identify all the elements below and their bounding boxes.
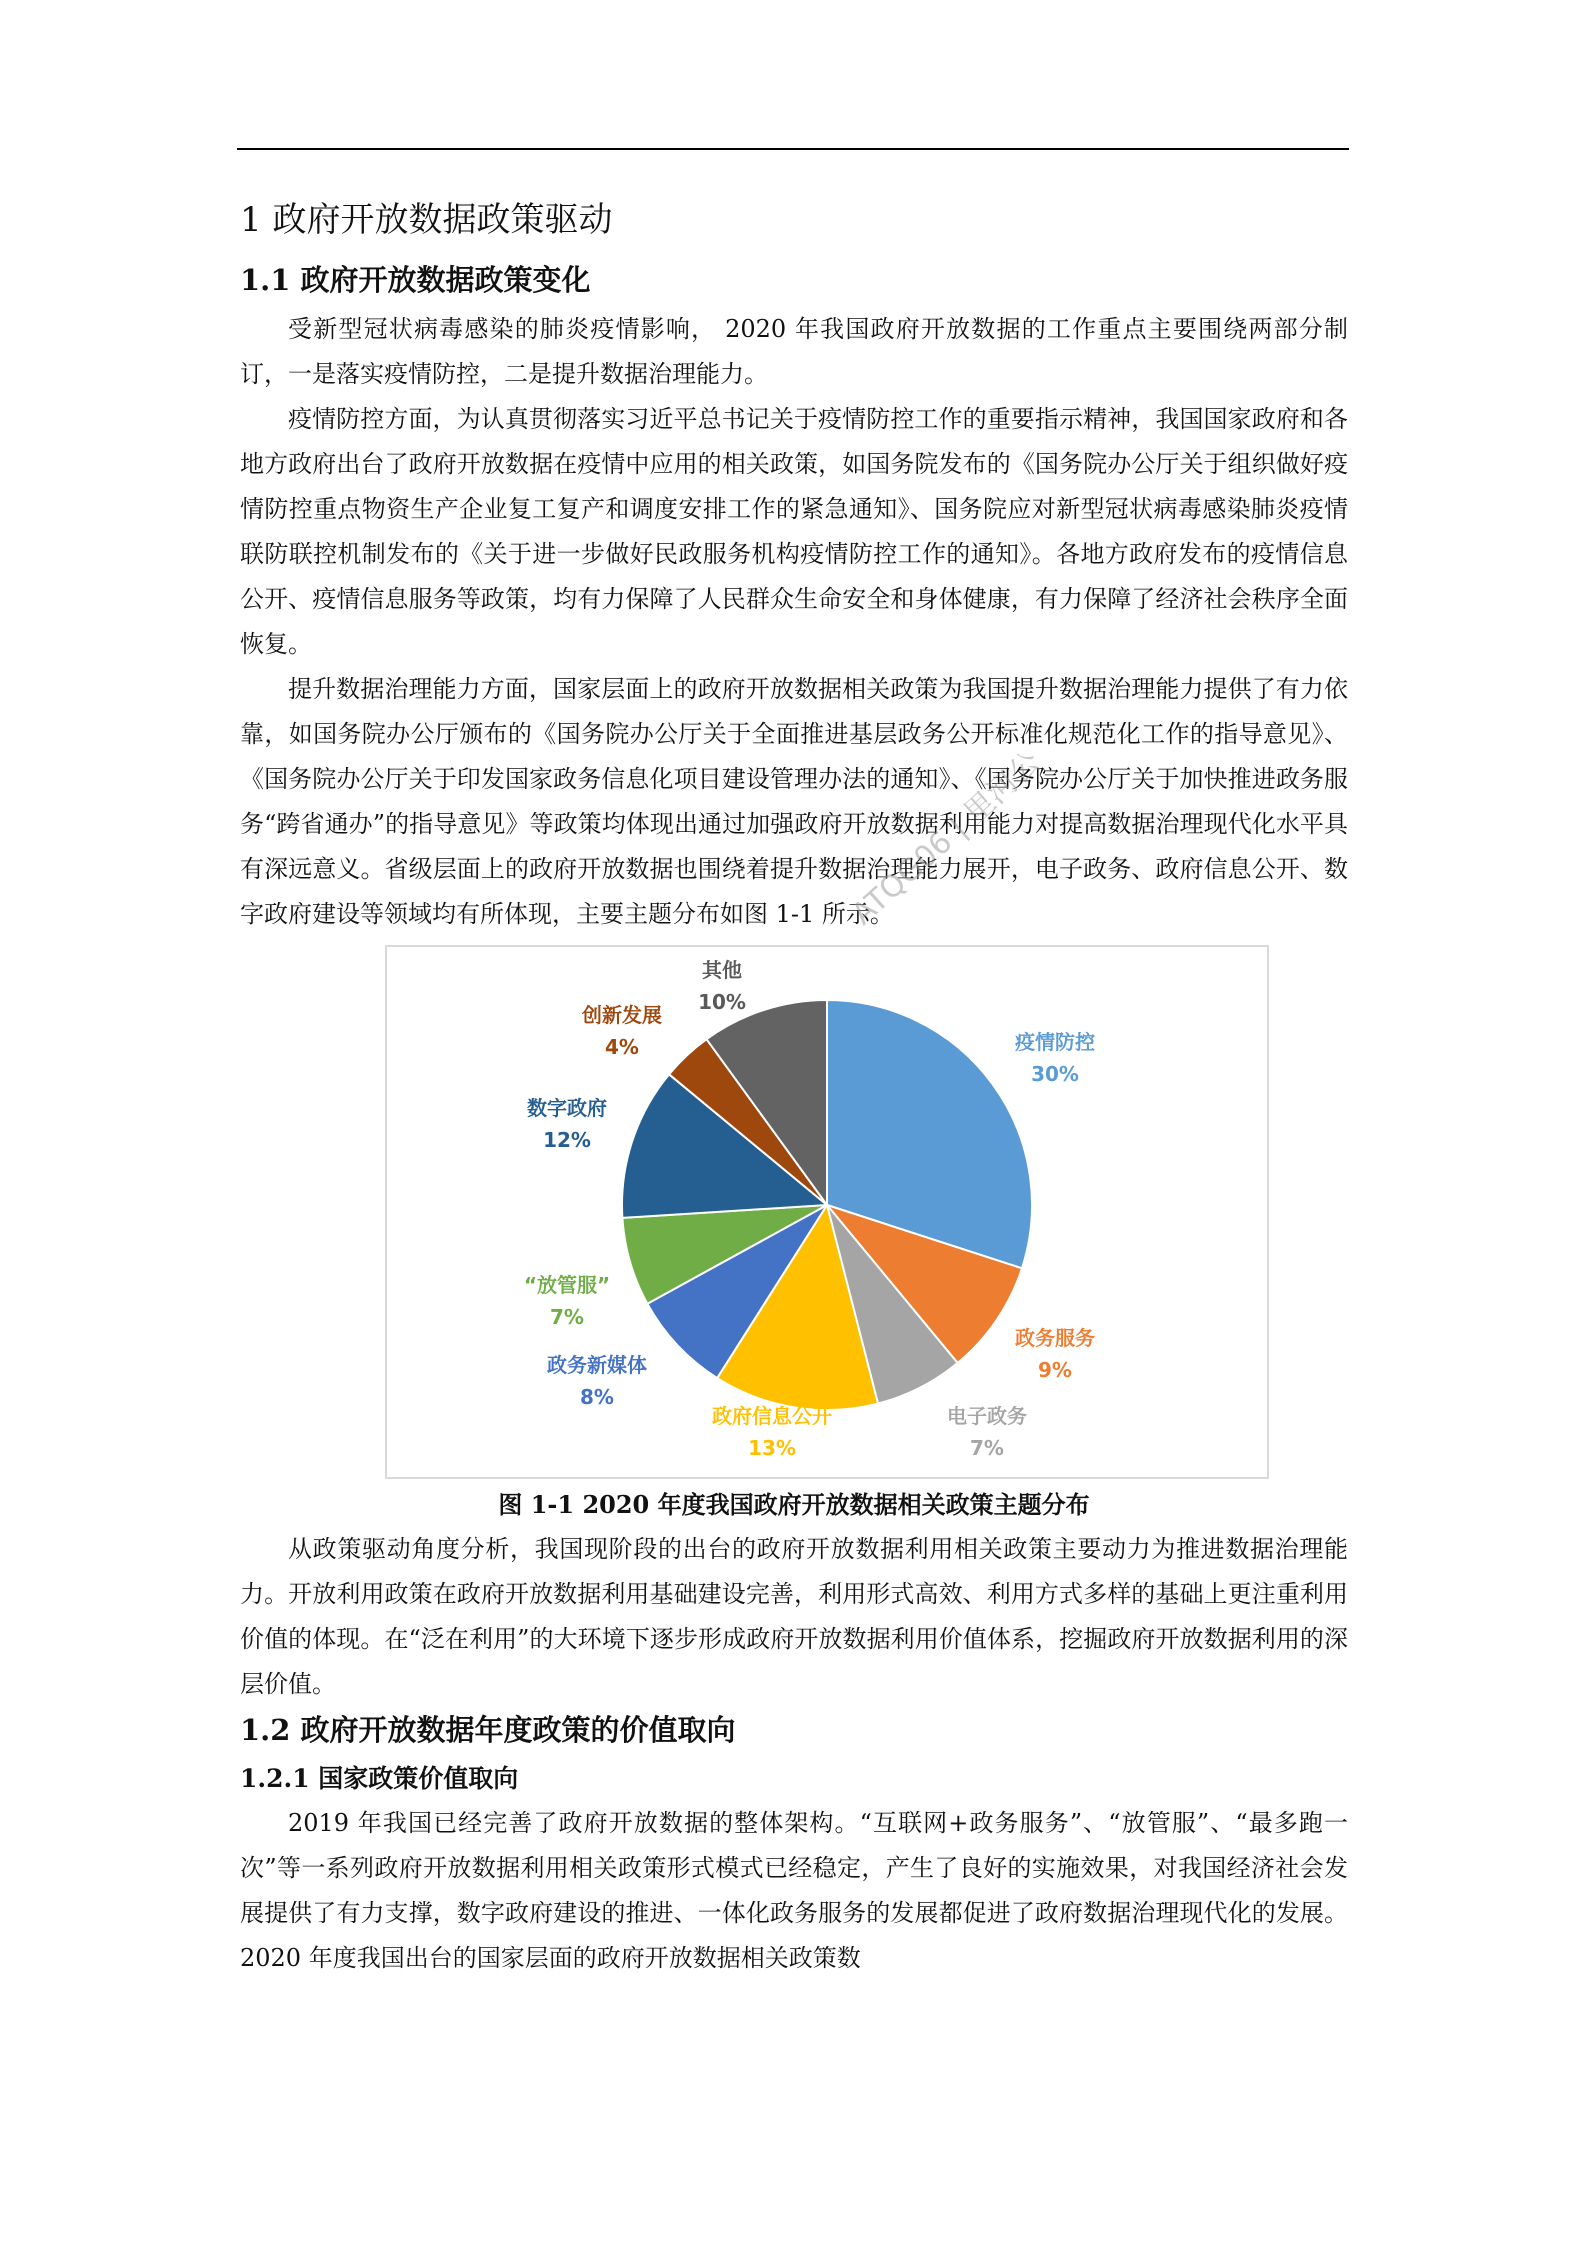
slice-label: 数字政府 [527, 1096, 607, 1120]
slice-percent-label: 12% [543, 1128, 591, 1152]
slice-percent-label: 9% [1038, 1358, 1072, 1382]
chapter-heading: 1 政府开放数据政策驱动 [240, 200, 613, 240]
slice-label: 电子政务 [947, 1404, 1027, 1428]
slice-percent-label: 7% [970, 1436, 1004, 1460]
slice-label: 疫情防控 [1015, 1030, 1095, 1054]
slice-percent-label: 7% [550, 1305, 584, 1329]
paragraph: 受新型冠状病毒感染的肺炎疫情影响， 2020 年我国政府开放数据的工作重点主要围绕两部分制订，一是落实疫情防控，二是提升数据治理能力。 [240, 315, 1348, 388]
slice-percent-label: 4% [605, 1035, 639, 1059]
slice-percent-label: 13% [748, 1436, 796, 1460]
slice-label: 创新发展 [582, 1003, 662, 1027]
pie-chart-figure [385, 945, 1269, 1479]
slice-label: 政务服务 [1015, 1326, 1095, 1350]
content [240, 195, 1348, 1981]
paragraph: 2019 年我国已经完善了政府开放数据的整体架构。“互联网+政务服务”、“放管服”、“最多跑一次”等一系列政府开放数据利用相关政策形式模式已经稳定，产生了良好的实施效果，对我国经济社会发展提供了有力支撑，数字政府建设的推进、一体化政务服务的发展都促进了政府数据治理现代化的发展。2020 年度我国出台的国家层面的政府开放数据相关政策数 [240, 1809, 1348, 1972]
watermark: ATQG06 | 里河公 [845, 744, 1048, 932]
section-heading-1-1: 1.1 政府开放数据政策变化 [240, 263, 591, 297]
slice-label: “放管服” [523, 1273, 611, 1297]
subsection-heading-1-2-1: 1.2.1 国家政策价值取向 [240, 1764, 519, 1793]
slice-label: 其他 [702, 958, 742, 982]
paragraph: 提升数据治理能力方面，国家层面上的政府开放数据相关政策为我国提升数据治理能力提供了有力依靠，如国务院办公厅颁布的《国务院办公厅关于全面推进基层政务公开标准化规范化工作的指导意见》、《国务院办公厅关于印发国家政务信息化项目建设管理办法的通知》、《国务院办公厅关于加快推进政务服务“跨省通办”的指导意见》等政策均体现出通过加强政府开放数据利用能力对提高数据治理现代化水平具有深远意义。省级层面上的政府开放数据也围绕着提升数据治理能力展开，电子政务、政府信息公开、数字政府建设等领域均有所体现，主要主题分布如图 1-1 所示。 [240, 675, 1348, 928]
slice-percent-label: 30% [1031, 1062, 1079, 1086]
paragraph: 疫情防控方面，为认真贯彻落实习近平总书记关于疫情防控工作的重要指示精神，我国国家政府和各地方政府出台了政府开放数据在疫情中应用的相关政策，如国务院发布的《国务院办公厅关于组织做好疫情防控重点物资生产企业复工复产和调度安排工作的紧急通知》、国务院应对新型冠状病毒感染肺炎疫情联防联控机制发布的《关于进一步做好民政服务机构疫情防控工作的通知》。各地方政府发布的疫情信息公开、疫情信息服务等政策，均有力保障了人民群众生命安全和身体健康，有力保障了经济社会秩序全面恢复。 [240, 405, 1348, 658]
slice-label: 政府信息公开 [712, 1404, 832, 1428]
paragraph: 从政策驱动角度分析，我国现阶段的出台的政府开放数据利用相关政策主要动力为推进数据治理能力。开放利用政策在政府开放数据利用基础建设完善，利用形式高效、利用方式多样的基础上更注重利用价值的体现。在“泛在利用”的大环境下逐步形成政府开放数据利用价值体系，挖掘政府开放数据利用的深层价值。 [240, 1535, 1348, 1698]
section-heading-1-2: 1.2 政府开放数据年度政策的价值取向 [240, 1713, 736, 1747]
header-rule [237, 148, 1349, 150]
slice-percent-label: 10% [698, 990, 746, 1014]
pie-chart [387, 947, 1267, 1477]
slice-percent-label: 8% [580, 1385, 614, 1409]
slice-label: 政务新媒体 [547, 1353, 647, 1377]
figure-caption: 图 1-1 2020 年度我国政府开放数据相关政策主题分布 [498, 1490, 1090, 1519]
